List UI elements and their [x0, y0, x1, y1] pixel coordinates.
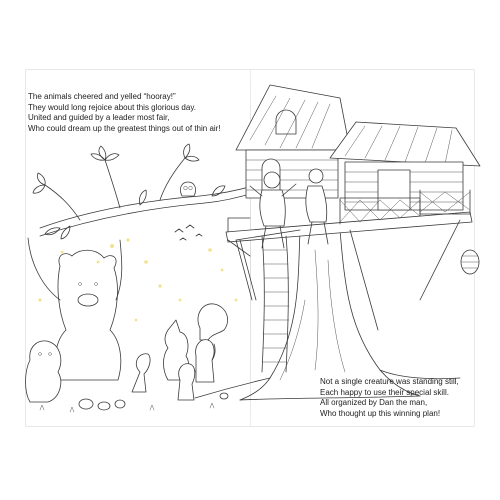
verse-line: Not a single creature was standing still, — [320, 377, 459, 386]
verse-line: Each happy to use their special skill. — [320, 387, 449, 397]
verse-line: United and guided by a leader most fair, — [28, 113, 170, 122]
verse-line: Who thought up this winning plan! — [320, 408, 441, 418]
verse-line: They would long rejoice about this glorious day. — [28, 102, 196, 112]
verse-line: All organized by Dan the man, — [320, 398, 428, 407]
verse-line: Who could dream up the greatest things out of thin air! — [28, 123, 221, 133]
verse-line: The animals cheered and yelled “hooray!” — [28, 92, 176, 101]
left-page-verse — [28, 92, 221, 134]
right-page-verse — [320, 377, 459, 419]
page-gutter — [250, 70, 251, 426]
